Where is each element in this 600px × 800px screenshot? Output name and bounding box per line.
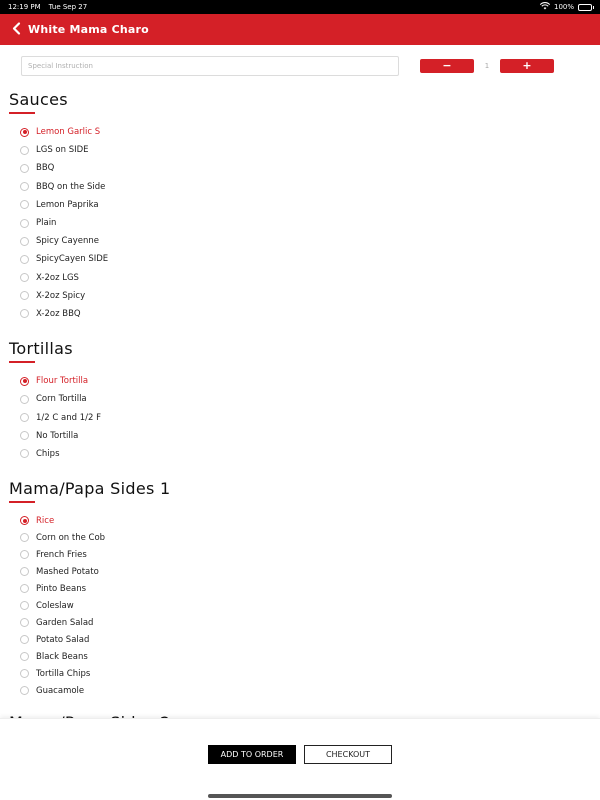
radio-empty-icon [20, 431, 29, 440]
radio-option[interactable] [20, 648, 600, 665]
home-indicator [208, 794, 392, 798]
radio-empty-icon [20, 584, 29, 593]
quantity-value: 1 [484, 62, 490, 70]
radio-empty-icon [20, 237, 29, 246]
radio-option[interactable] [20, 546, 600, 563]
radio-empty-icon [20, 601, 29, 610]
radio-empty-icon [20, 413, 29, 422]
section-sauces [0, 90, 600, 323]
chevron-left-icon [12, 20, 21, 39]
radio-option[interactable] [20, 214, 600, 232]
battery-icon [578, 4, 592, 11]
radio-empty-icon [20, 273, 29, 282]
radio-empty-icon [20, 395, 29, 404]
option-label: X-2oz Spicy [36, 290, 86, 301]
radio-empty-icon [20, 291, 29, 300]
radio-option[interactable] [20, 196, 600, 214]
radio-empty-icon [20, 219, 29, 228]
option-label: Corn Tortilla [36, 394, 87, 405]
increase-quantity-button[interactable]: + [500, 59, 554, 73]
radio-option[interactable] [20, 390, 600, 408]
quantity-stepper [420, 59, 554, 73]
decrease-quantity-button[interactable]: − [420, 59, 474, 73]
radio-option[interactable] [20, 287, 600, 305]
option-label: X-2oz BBQ [36, 308, 81, 319]
radio-option[interactable] [20, 305, 600, 323]
option-label: 1/2 C and 1/2 F [36, 412, 101, 423]
option-label: Potato Salad [36, 634, 90, 645]
radio-option[interactable] [20, 614, 600, 631]
section-title: Tortillas [9, 339, 73, 359]
radio-option[interactable] [20, 269, 600, 287]
radio-option[interactable] [20, 682, 600, 699]
radio-empty-icon [20, 550, 29, 559]
radio-empty-icon [20, 182, 29, 191]
radio-option[interactable] [20, 665, 600, 682]
nav-bar [0, 14, 600, 45]
option-label: Flour Tortilla [36, 376, 89, 387]
radio-option[interactable] [20, 563, 600, 580]
option-label: Chips [36, 448, 60, 459]
section-sides-1 [0, 479, 600, 699]
option-label: Mashed Potato [36, 566, 99, 577]
radio-selected-icon [20, 516, 29, 525]
radio-empty-icon [20, 164, 29, 173]
section-title: Mama/Papa Sides 1 [9, 479, 171, 498]
option-label: Corn on the Cob [36, 532, 106, 543]
radio-empty-icon [20, 686, 29, 695]
radio-option[interactable] [20, 123, 600, 141]
battery-percent: 100% [553, 3, 574, 11]
wifi-icon [540, 2, 550, 12]
radio-empty-icon [20, 255, 29, 264]
option-label: X-2oz LGS [36, 272, 79, 283]
radio-empty-icon [20, 669, 29, 678]
radio-option[interactable] [20, 512, 600, 529]
status-time: 12:19 PM [8, 3, 41, 11]
instruction-row [21, 55, 561, 77]
add-to-order-button[interactable]: ADD TO ORDER [208, 745, 296, 764]
radio-option[interactable] [20, 159, 600, 177]
option-label: Guacamole [36, 685, 85, 696]
radio-option[interactable] [20, 372, 600, 390]
option-label: No Tortilla [36, 430, 79, 441]
options-list[interactable] [0, 90, 600, 718]
radio-option[interactable] [20, 529, 600, 546]
radio-option[interactable] [20, 631, 600, 648]
option-label: French Fries [36, 549, 87, 560]
option-label: BBQ [36, 163, 55, 174]
radio-option[interactable] [20, 408, 600, 426]
radio-option[interactable] [20, 597, 600, 614]
option-label: Black Beans [36, 651, 88, 662]
radio-empty-icon [20, 309, 29, 318]
radio-empty-icon [20, 146, 29, 155]
option-label: Lemon Paprika [36, 199, 99, 210]
status-bar [0, 0, 600, 14]
radio-option[interactable] [20, 232, 600, 250]
radio-empty-icon [20, 635, 29, 644]
radio-empty-icon [20, 618, 29, 627]
option-label: Plain [36, 218, 57, 229]
section-tortillas [0, 339, 600, 463]
option-label: Garden Salad [36, 617, 94, 628]
special-instruction-input[interactable] [21, 56, 399, 76]
back-button[interactable] [8, 20, 24, 40]
radio-option[interactable] [20, 427, 600, 445]
option-label: Spicy Cayenne [36, 236, 99, 247]
option-label: Pinto Beans [36, 583, 87, 594]
option-label: BBQ on the Side [36, 181, 106, 192]
radio-option[interactable] [20, 250, 600, 268]
checkout-button[interactable]: CHECKOUT [304, 745, 392, 764]
option-label: LGS on SIDE [36, 145, 89, 156]
option-label: Rice [36, 515, 55, 526]
radio-option[interactable] [20, 580, 600, 597]
status-date: Tue Sep 27 [48, 3, 88, 11]
option-label: Coleslaw [36, 600, 74, 611]
radio-empty-icon [20, 200, 29, 209]
radio-empty-icon [20, 449, 29, 458]
option-label: Tortilla Chips [36, 668, 91, 679]
option-label: SpicyCayen SIDE [36, 254, 109, 265]
radio-option[interactable] [20, 141, 600, 159]
radio-empty-icon [20, 533, 29, 542]
radio-selected-icon [20, 377, 29, 386]
radio-option[interactable] [20, 445, 600, 463]
radio-selected-icon [20, 128, 29, 137]
radio-empty-icon [20, 652, 29, 661]
section-title: Sauces [9, 90, 68, 109]
footer [0, 718, 600, 800]
radio-option[interactable] [20, 178, 600, 196]
page-title: White Mama Charo [28, 23, 149, 36]
radio-empty-icon [20, 567, 29, 576]
option-label: Lemon Garlic S [36, 127, 101, 138]
